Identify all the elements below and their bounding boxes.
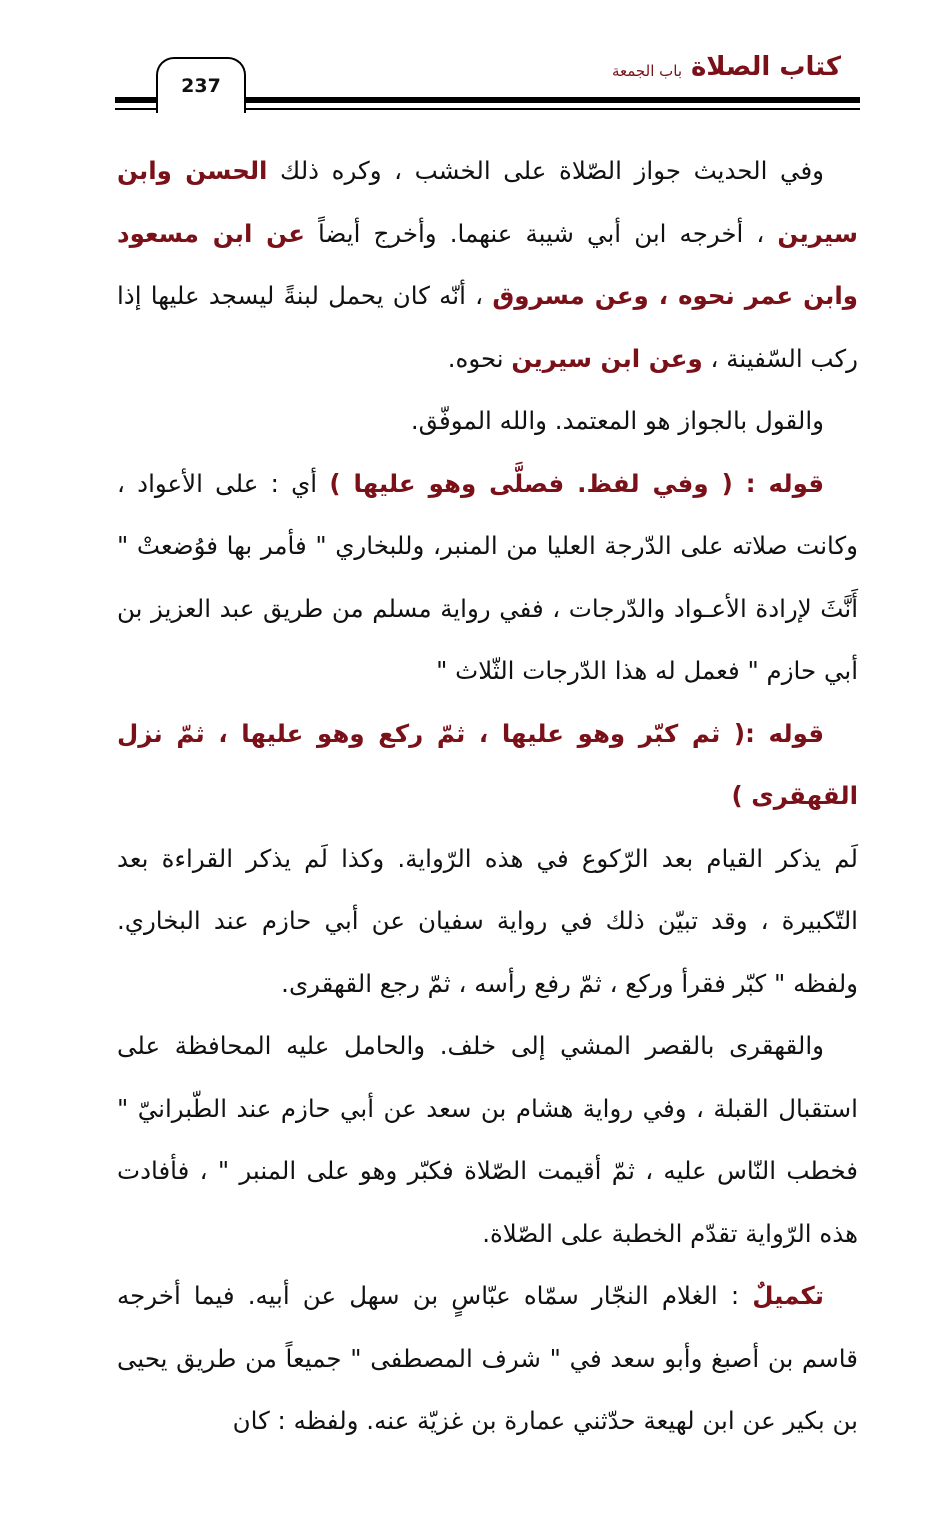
- body-paragraph: [117, 390, 858, 453]
- body-text: : الغلام النجّار سمّاه عبّاسٍ بن سهل عن أبيه. فيما أخرجه قاسم بن أصبغ وأبو سعد في " شرف المصطفى " جميعاً من طريق يحيى بن بكير عن ابن لهيعة حدّثني عمارة بن غزيّة عنه. ولفظه : كان: [117, 1281, 858, 1435]
- body-paragraph: [117, 1015, 858, 1265]
- body-text: والقهقرى بالقصر المشي إلى خلف. والحامل عليه المحافظة على استقبال القبلة ، وفي رواية هشام بن سعد عن أبي حازم عند الطّبرانيّ " فخطب النّاس عليه ، ثمّ أقيمت الصّلاة فكبّر وهو على المنبر " ، فأفادت هذه الرّواية تقدّم الخطبة على الصّلاة.: [117, 1031, 858, 1248]
- page-header: [0, 0, 945, 120]
- highlighted-text: وعن ابن سيرين: [511, 343, 703, 373]
- page-body: [117, 140, 858, 1453]
- body-text: لَم يذكر القيام بعد الرّكوع في هذه الرّواية. وكذا لَم يذكر القراءة بعد التّكبيرة ، وقد تبيّن ذلك في رواية سفيان عن أبي حازم عند البخاري. ولفظه " كبّر فقرأ وركع ، ثمّ رفع رأسه ، ثمّ رجع القهقرى.: [117, 843, 858, 998]
- page-number-box: [156, 57, 246, 113]
- body-text: ، أنّه كان يحمل لبنةً ليسجد عليها إذا ركب السّفينة ،: [117, 281, 858, 373]
- body-text: والقول بالجواز هو المعتمد. والله الموفّق.: [410, 406, 824, 435]
- body-paragraph: [117, 140, 858, 390]
- body-text: أي : على الأعواد ، وكانت صلاته على الدّرجة العليا من المنبر، وللبخاري " فأمر بها فوُضعتْ " أَنَّثَ لإرادة الأعـواد والدّرجات ، ففي رواية مسلم من طريق عبد العزيز بن أبي حازم " فعمل له هذا الدّرجات الثّلاث ": [117, 468, 858, 685]
- page-number: 237: [181, 75, 221, 97]
- body-text: ، أخرجه ابن أبي شيبة عنهما. وأخرج أيضاً: [304, 218, 778, 248]
- body-paragraph: [117, 703, 858, 828]
- body-paragraph: [117, 453, 858, 703]
- body-paragraph: [117, 1265, 858, 1453]
- body-paragraph: [117, 828, 858, 1016]
- highlighted-text: قوله :( ثم كبّر وهو عليها ، ثمّ ركع وهو عليها ، ثمّ نزل القهقرى ): [117, 718, 858, 810]
- chapter-title: باب الجمعة: [611, 62, 682, 80]
- book-title: كتاب الصلاة: [690, 52, 841, 82]
- highlighted-text: قوله : ( وفي لفظ. فصلَّى وهو عليها ): [329, 468, 825, 498]
- body-text: نحوه.: [447, 343, 512, 373]
- highlighted-text: الحسن وابن سيرين: [117, 156, 858, 248]
- body-text: وفي الحديث جواز الصّلاة على الخشب ، وكره ذلك: [267, 156, 824, 185]
- highlighted-text: تكميلٌ: [752, 1281, 824, 1310]
- highlighted-text: عن ابن مسعود وابن عمر نحوه ، وعن مسروق: [117, 218, 859, 310]
